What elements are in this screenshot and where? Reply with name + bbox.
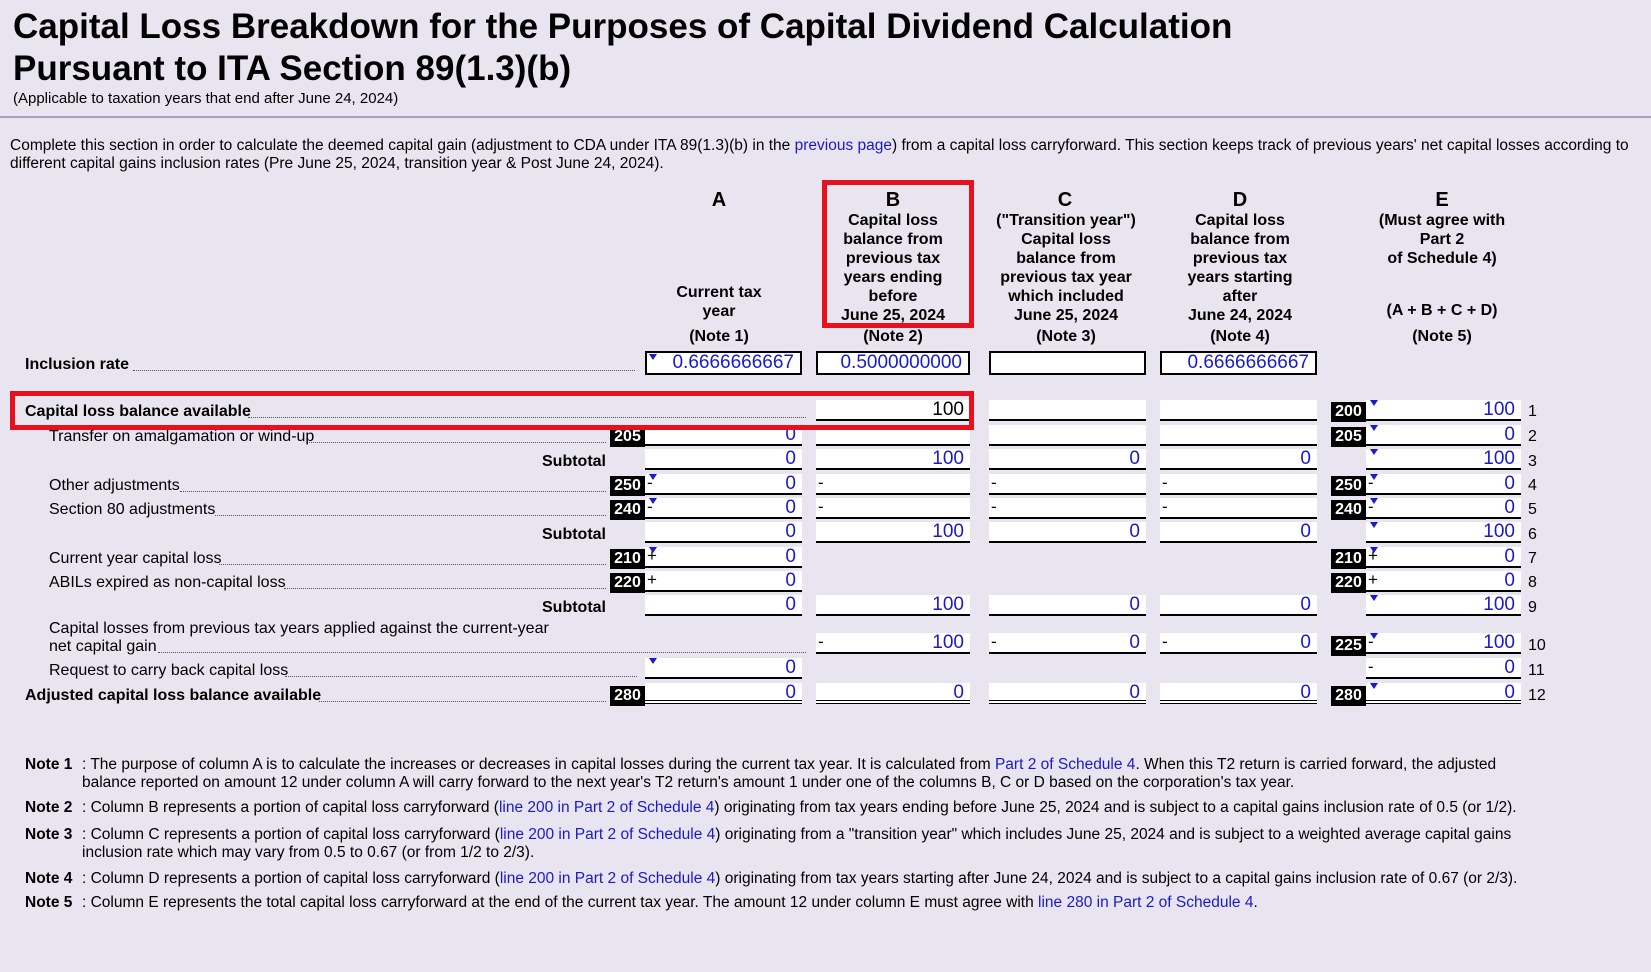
minus-sign: - [647, 473, 653, 492]
dropdown-marker-icon [649, 498, 657, 504]
column-e-note: (Note 5) [1412, 328, 1472, 345]
inclusion-rate-label: Inclusion rate [25, 356, 130, 373]
row-5-a-field[interactable] [645, 498, 802, 519]
row-4-b-field[interactable] [816, 474, 970, 495]
leader-dots [219, 564, 606, 565]
row-number: 12 [1528, 687, 1546, 704]
row-9-c-field: 0 [989, 595, 1146, 616]
dropdown-marker-icon [1370, 449, 1378, 455]
row-10-e-value: 100 [1483, 632, 1515, 653]
note-1-text-end: . When this T2 return is carried forward, the adjusted [1135, 756, 1497, 773]
plus-sign: + [1368, 546, 1378, 565]
note-3-line2: inclusion rate which may vary from 0.5 to 0.67 (or from 1/2 to 2/3). [82, 844, 535, 861]
row-9-d-field: 0 [1160, 595, 1317, 616]
row-4-a-field[interactable] [645, 474, 802, 495]
plus-sign: + [647, 546, 657, 565]
row-4-e-value: 0 [1504, 473, 1515, 494]
note-3-label: Note 3 [25, 826, 73, 843]
column-a-description: Current tax year [676, 284, 762, 320]
dropdown-marker-icon [1370, 522, 1378, 528]
note-4 [25, 870, 1585, 888]
row-11-e-value: 0 [1504, 657, 1515, 678]
row-12-e-field: 0 [1366, 683, 1521, 704]
row-8-a-field[interactable] [645, 571, 802, 592]
dropdown-marker-icon [1370, 474, 1378, 480]
row-2-a-field[interactable]: 0 [645, 425, 802, 446]
intro-text-part2: ) from a capital loss carryforward. This section keeps track of previous years' net capital losses according to different capital gains inclusion rates (Pre June 25, 2024, transition year & Post June 24, 2024). [10, 137, 1629, 172]
row-8-e-code: 220 [1331, 573, 1366, 593]
row-1-label: Capital loss balance available [25, 403, 251, 420]
row-4-e-code: 250 [1331, 476, 1366, 496]
leader-dots [133, 370, 635, 371]
row-7-e-code: 210 [1331, 549, 1366, 569]
minus-sign: - [818, 632, 824, 651]
column-a-note: (Note 1) [689, 328, 749, 345]
row-5-c-field[interactable] [989, 498, 1146, 519]
column-e-formula: (A + B + C + D) [1386, 302, 1498, 319]
column-e-letter: E [1435, 189, 1449, 211]
row-4-e-field[interactable] [1366, 474, 1521, 495]
column-c-letter: C [1057, 189, 1073, 211]
row-7-e-value: 0 [1504, 546, 1515, 567]
row-10-label-line2: net capital gain [49, 638, 157, 655]
row-12-a-field: 0 [645, 683, 802, 704]
dropdown-marker-icon [1370, 683, 1378, 689]
row-6-c-field: 0 [989, 522, 1146, 543]
row-7-e-field[interactable] [1366, 547, 1521, 568]
note-1-line2: balance reported on amount 12 under column A will carry forward to the next year's T2 return's amount 1 under one of the columns B, C or D based on the corporation's tax year. [82, 774, 1295, 791]
note-1-label: Note 1 [25, 756, 73, 773]
page-subtitle: (Applicable to taxation years that end after June 24, 2024) [13, 90, 399, 107]
column-d-note: (Note 4) [1210, 328, 1270, 345]
row-6-b-field: 100 [816, 522, 970, 543]
row-1-c-field[interactable] [989, 400, 1146, 421]
row-4-d-field[interactable] [1160, 474, 1317, 495]
row-5-d-field[interactable] [1160, 498, 1317, 519]
note-2-text-end: ) originating from tax years ending before June 25, 2024 and is subject to a capital gains inclusion rate of 0.5 (or 1/2). [714, 799, 1517, 816]
row-5-e-value: 0 [1504, 497, 1515, 518]
row-7-a-field[interactable] [645, 547, 802, 568]
note-4-text: : Column D represents a portion of capital loss carryforward ( [82, 870, 500, 887]
row-number: 6 [1528, 526, 1537, 543]
note-3 [25, 826, 1585, 862]
row-8-label: ABILs expired as non-capital loss [49, 574, 286, 591]
row-7-a-code: 210 [610, 549, 645, 569]
column-a-letter: A [711, 189, 727, 211]
note-3-text: : Column C represents a portion of capital loss carryforward ( [82, 826, 500, 843]
minus-sign: - [1368, 473, 1374, 492]
row-2-d-field[interactable] [1160, 425, 1317, 446]
minus-sign: - [647, 497, 653, 516]
dropdown-marker-icon [649, 658, 657, 664]
dropdown-marker-icon [649, 547, 657, 553]
leader-dots [309, 442, 606, 443]
note-2-link[interactable]: line 200 in Part 2 of Schedule 4 [498, 799, 715, 816]
inclusion-rate-a-field[interactable]: 0.6666666667 [645, 351, 802, 375]
note-1 [25, 756, 1525, 792]
row-10-e-code: 225 [1331, 636, 1366, 656]
row-6-label: Subtotal [542, 526, 606, 543]
row-12-a-code: 280 [610, 686, 645, 706]
row-10-c-value: 0 [1129, 632, 1140, 653]
note-3-link[interactable]: line 200 in Part 2 of Schedule 4 [499, 826, 716, 843]
column-c-description: ("Transition year") Capital loss balance from previous tax year which included June 25, 2024 [996, 212, 1136, 324]
row-2-e-field[interactable]: 0 [1366, 425, 1521, 446]
row-4-a-value: 0 [785, 473, 796, 494]
row-7-a-value: 0 [785, 546, 796, 567]
note-5-text-end: . [1253, 894, 1258, 911]
inclusion-rate-b-field[interactable]: 0.5000000000 [816, 351, 970, 375]
row-number: 11 [1528, 662, 1545, 679]
page-title [13, 6, 1232, 90]
note-4-label: Note 4 [25, 870, 73, 887]
header-divider [0, 116, 1651, 118]
minus-sign: - [1368, 632, 1374, 651]
row-8-a-value: 0 [785, 570, 796, 591]
row-9-a-field: 0 [645, 595, 802, 616]
leader-dots [158, 652, 806, 653]
dropdown-marker-icon [1370, 633, 1378, 639]
inclusion-rate-d-field[interactable]: 0.6666666667 [1160, 351, 1317, 375]
row-9-label: Subtotal [542, 599, 606, 616]
row-3-a-field: 0 [645, 449, 802, 470]
row-number: 1 [1528, 403, 1537, 420]
column-d-letter: D [1232, 189, 1248, 211]
note-3-text-end: ) originating from a "transition year" which includes June 25, 2024 and is subject to a weighted average capital gains [715, 826, 1512, 843]
row-4-c-field[interactable] [989, 474, 1146, 495]
row-5-e-code: 240 [1331, 500, 1366, 520]
minus-sign: - [1162, 473, 1168, 492]
row-number: 4 [1528, 477, 1537, 494]
row-number: 3 [1528, 453, 1537, 470]
minus-sign: - [1368, 497, 1374, 516]
leader-dots [215, 515, 606, 516]
minus-sign: - [1368, 657, 1374, 676]
row-2-label: Transfer on amalgamation or wind-up [49, 428, 315, 445]
inclusion-rate-c-field[interactable] [989, 351, 1146, 375]
row-10-b-field[interactable] [816, 633, 970, 654]
column-d-description: Capital loss balance from previous tax years starting after June 24, 2024 [1187, 212, 1293, 324]
leader-dots [284, 588, 606, 589]
column-c-note: (Note 3) [1036, 328, 1096, 345]
plus-sign: + [647, 570, 657, 589]
row-3-c-field: 0 [989, 449, 1146, 470]
row-11-e-field[interactable] [1366, 658, 1521, 679]
row-3-b-field: 100 [816, 449, 970, 470]
row-12-c-field: 0 [989, 683, 1146, 704]
column-e-description: (Must agree with Part 2 of Schedule 4) [1378, 212, 1506, 267]
note-5-link[interactable]: line 280 in Part 2 of Schedule 4 [1038, 894, 1254, 911]
dropdown-marker-icon [649, 474, 657, 480]
row-3-label: Subtotal [542, 453, 606, 470]
note-2-label: Note 2 [25, 799, 73, 816]
row-10-d-value: 0 [1300, 632, 1311, 653]
row-1-d-field[interactable] [1160, 400, 1317, 421]
minus-sign: - [1162, 497, 1168, 516]
row-1-b-field[interactable]: 100 [816, 400, 970, 421]
note-5 [25, 894, 1585, 912]
row-1-e-code: 200 [1331, 402, 1366, 422]
row-12-label: Adjusted capital loss balance available [25, 687, 322, 704]
row-number: 2 [1528, 428, 1537, 445]
dropdown-marker-icon [1370, 595, 1378, 601]
dropdown-marker-icon [1370, 425, 1378, 431]
note-4-link[interactable]: line 200 in Part 2 of Schedule 4 [499, 870, 716, 887]
plus-sign: + [1368, 570, 1378, 589]
title-line-2: Pursuant to ITA Section 89(1.3)(b) [13, 49, 572, 88]
title-line-1: Capital Loss Breakdown for the Purposes of Capital Dividend Calculation [13, 7, 1233, 46]
row-2-c-field[interactable] [989, 425, 1146, 446]
row-4-label: Other adjustments [49, 477, 180, 494]
note-2 [25, 799, 1585, 817]
row-9-e-field: 100 [1366, 595, 1521, 616]
column-b-description: Capital loss balance from previous tax years ending before June 25, 2024 [840, 212, 946, 324]
row-7-label: Current year capital loss [49, 550, 222, 567]
minus-sign: - [991, 497, 997, 516]
note-5-text: : Column E represents the total capital loss carryforward at the end of the current tax year. The amount 12 under column E must agree with [82, 894, 1039, 911]
row-number: 8 [1528, 574, 1537, 591]
minus-sign: - [1162, 632, 1168, 651]
intro-text-part1: Complete this section in order to calculate the deemed capital gain (adjustment to CDA under ITA 89(1.3)(b) in the [10, 137, 795, 154]
row-12-b-field: 0 [816, 683, 970, 704]
note-5-label: Note 5 [25, 894, 73, 911]
row-3-e-field: 100 [1366, 449, 1521, 470]
intro-text [10, 137, 1640, 173]
row-10-c-field[interactable] [989, 633, 1146, 654]
row-2-a-code: 205 [610, 427, 645, 447]
leader-dots [319, 701, 606, 702]
row-6-d-field: 0 [1160, 522, 1317, 543]
row-5-a-code: 240 [610, 500, 645, 520]
column-b-note: (Note 2) [863, 328, 923, 345]
row-8-a-code: 220 [610, 573, 645, 593]
row-number: 10 [1528, 637, 1546, 654]
minus-sign: - [991, 473, 997, 492]
row-3-d-field: 0 [1160, 449, 1317, 470]
row-10-e-field[interactable] [1366, 633, 1521, 654]
row-5-a-value: 0 [785, 497, 796, 518]
dropdown-marker-icon [1370, 498, 1378, 504]
note-4-text-end: ) originating from tax years starting after June 24, 2024 and is subject to a capital gains inclusion rate of 0.67 (or 2/3). [715, 870, 1518, 887]
leader-dots [285, 676, 637, 677]
dropdown-marker-icon [1370, 400, 1378, 406]
minus-sign: - [818, 497, 824, 516]
row-9-b-field: 100 [816, 595, 970, 616]
row-10-b-value: 100 [932, 632, 964, 653]
row-8-e-field[interactable] [1366, 571, 1521, 592]
row-11-a-field[interactable]: 0 [645, 658, 802, 679]
row-number: 7 [1528, 550, 1537, 567]
row-5-label: Section 80 adjustments [49, 501, 216, 518]
row-12-e-code: 280 [1331, 686, 1366, 706]
row-8-e-value: 0 [1504, 570, 1515, 591]
highlight-row-1 [10, 391, 974, 430]
row-number: 5 [1528, 501, 1537, 518]
note-2-text: : Column B represents a portion of capital loss carryforward ( [82, 799, 499, 816]
row-1-e-field[interactable]: 100 [1366, 400, 1521, 421]
row-number: 9 [1528, 599, 1537, 616]
minus-sign: - [818, 473, 824, 492]
highlight-column-b [822, 180, 974, 328]
note-1-text: : The purpose of column A is to calculate the increases or decreases in capital losses during the current tax year. It is calculated from [82, 756, 995, 773]
column-b-letter: B [885, 189, 901, 211]
row-4-a-code: 250 [610, 476, 645, 496]
row-5-b-field[interactable] [816, 498, 970, 519]
row-2-e-code: 205 [1331, 427, 1366, 447]
row-5-e-field[interactable] [1366, 498, 1521, 519]
dropdown-marker-icon [1370, 547, 1378, 553]
row-10-d-field[interactable] [1160, 633, 1317, 654]
row-6-a-field: 0 [645, 522, 802, 543]
dropdown-marker-icon [649, 354, 657, 360]
note-1-link[interactable]: Part 2 of Schedule 4 [994, 756, 1136, 773]
row-6-e-field: 100 [1366, 522, 1521, 543]
row-10-label-line1: Capital losses from previous tax years applied against the current-year [49, 620, 549, 637]
row-11-label: Request to carry back capital loss [49, 662, 289, 679]
minus-sign: - [991, 632, 997, 651]
row-12-d-field: 0 [1160, 683, 1317, 704]
leader-dots [180, 491, 606, 492]
previous-page-link[interactable]: previous page [794, 137, 892, 154]
